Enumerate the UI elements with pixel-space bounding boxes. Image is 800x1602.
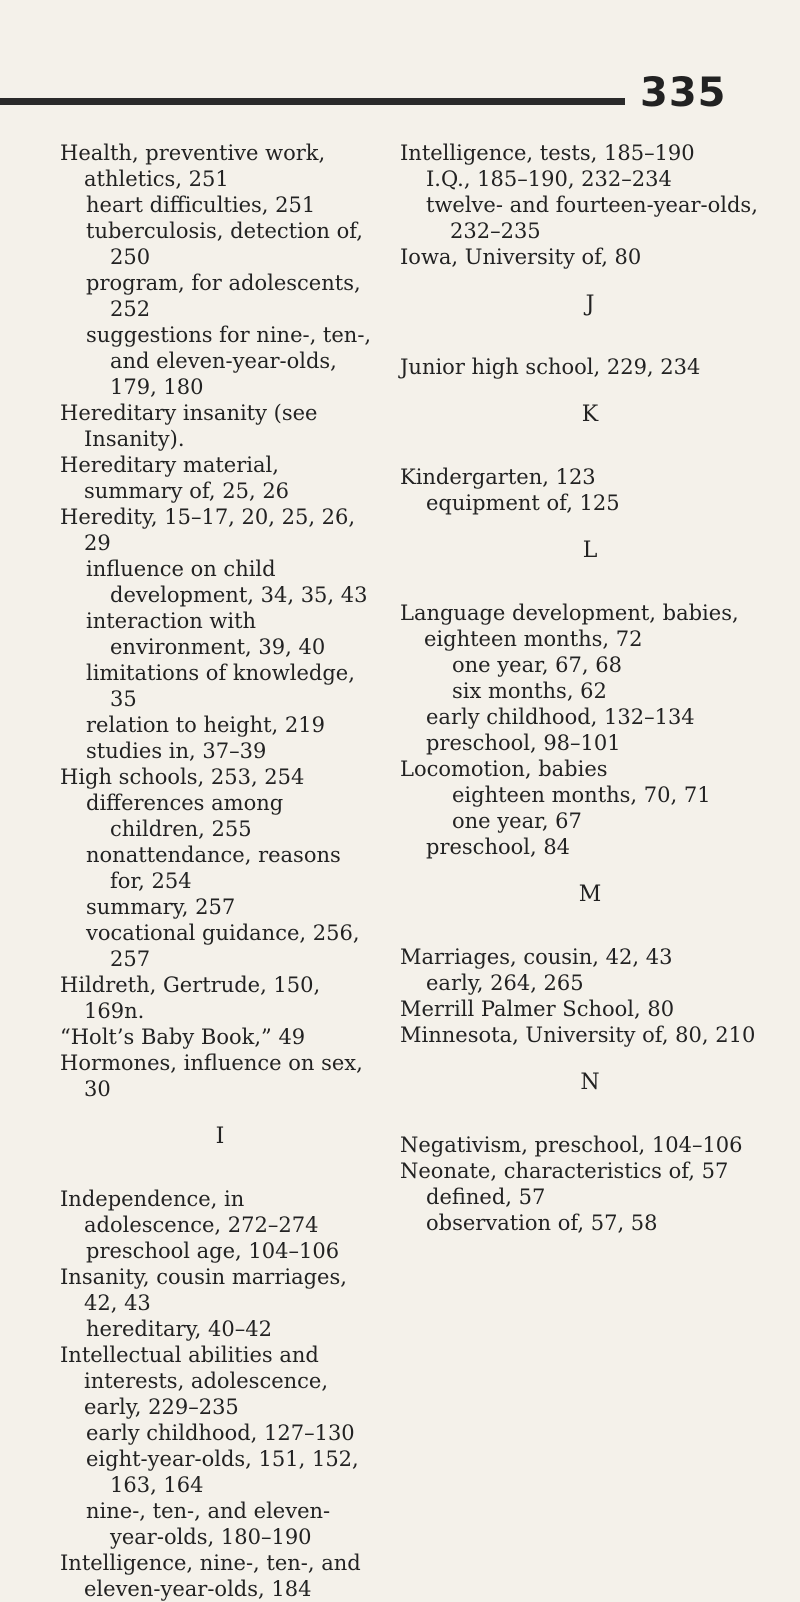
index-entry: Intelligence, nine-, ten-, and eleven-year-olds, 184 (60, 1551, 361, 1601)
index-subentry: observation of, 57, 58 (426, 1211, 658, 1235)
index-subentry: eighteen months, 70, 71 (452, 783, 711, 807)
section-letter: L (582, 538, 598, 563)
index-entry: Minnesota, University of, 80, 210 (400, 1023, 756, 1047)
index-subentry: summary, 257 (86, 895, 236, 919)
index-subentry: six months, 62 (452, 679, 607, 703)
index-entry: Hildreth, Gertrude, 150, 169n. (60, 973, 321, 1023)
index-subentry: tuberculosis, detection of, 250 (86, 219, 363, 269)
section-letter: M (578, 882, 602, 907)
index-entry: Intelligence, tests, 185–190 (400, 141, 695, 165)
index-entry: Intellectual abilities and interests, adolescence, early, 229–235 (60, 1343, 329, 1419)
index-subentry: equipment of, 125 (426, 491, 620, 515)
index-entry: Negativism, preschool, 104–106 (400, 1133, 743, 1157)
section-letter: N (580, 1070, 600, 1095)
index-entry: Hereditary insanity (see Insanity). (60, 401, 318, 451)
index-subentry: nonattendance, reasons for, 254 (86, 843, 341, 893)
index-entry: Insanity, cousin marriages, 42, 43 (60, 1265, 347, 1315)
index-entry: Hereditary material, summary of, 25, 26 (60, 453, 290, 503)
index-subentry: preschool, 84 (426, 835, 571, 859)
section-letter: K (581, 402, 599, 427)
index-subentry: interaction with environment, 39, 40 (86, 609, 326, 659)
index-entry: Locomotion, babies (400, 757, 608, 781)
index-subentry: one year, 67 (452, 809, 582, 833)
index-entry: Merrill Palmer School, 80 (400, 997, 675, 1021)
index-column-right (400, 140, 780, 1236)
index-subentry: early, 264, 265 (426, 971, 584, 995)
index-subentry: suggestions for nine-, ten-, and eleven-year-olds, 179, 180 (86, 323, 372, 399)
index-subentry: hereditary, 40–42 (86, 1317, 272, 1341)
index-entry: Health, preventive work, athletics, 251 (60, 141, 326, 191)
index-entry: “Holt’s Baby Book,” 49 (60, 1025, 306, 1049)
section-letter: J (585, 292, 595, 317)
index-subentry: studies in, 37–39 (86, 739, 267, 763)
index-entry: Iowa, University of, 80 (400, 245, 642, 269)
index-subentry: preschool, 98–101 (426, 731, 621, 755)
index-subentry: program, for adolescents, 252 (86, 271, 361, 321)
index-subentry: I.Q., 185–190, 232–234 (426, 167, 672, 191)
page-number: 335 (640, 70, 727, 116)
index-subentry: heart difficulties, 251 (86, 193, 316, 217)
index-entry: Heredity, 15–17, 20, 25, 26, 29 (60, 505, 356, 555)
index-subentry: influence on child development, 34, 35, 43 (86, 557, 368, 607)
index-subentry: early childhood, 132–134 (426, 705, 695, 729)
index-entry: Hormones, influence on sex, 30 (60, 1051, 363, 1101)
index-subentry: differences among children, 255 (86, 791, 284, 841)
index-subentry: early childhood, 127–130 (86, 1421, 355, 1445)
header-rule (0, 98, 625, 105)
index-entry: Independence, in adolescence, 272–274 (60, 1187, 319, 1237)
index-subentry: defined, 57 (426, 1185, 546, 1209)
index-subentry: vocational guidance, 256, 257 (86, 921, 360, 971)
index-subentry: one year, 67, 68 (452, 653, 622, 677)
index-subentry: nine-, ten-, and eleven-year-olds, 180–190 (86, 1499, 331, 1549)
index-entry: High schools, 253, 254 (60, 765, 305, 789)
section-letter: I (215, 1124, 225, 1149)
index-subentry: eight-year-olds, 151, 152, 163, 164 (86, 1447, 359, 1497)
index-subentry: limitations of knowledge, 35 (86, 661, 355, 711)
index-column-left (60, 140, 380, 1602)
index-entry: Marriages, cousin, 42, 43 (400, 945, 673, 969)
index-subentry: relation to height, 219 (86, 713, 325, 737)
index-entry: Junior high school, 229, 234 (400, 355, 701, 379)
index-entry: Language development, babies, eighteen months, 72 (400, 601, 739, 651)
index-entry: Kindergarten, 123 (400, 465, 596, 489)
index-subentry: twelve- and fourteen-year-olds, 232–235 (426, 193, 758, 243)
index-entry: Neonate, characteristics of, 57 (400, 1159, 729, 1183)
index-subentry: preschool age, 104–106 (86, 1239, 340, 1263)
